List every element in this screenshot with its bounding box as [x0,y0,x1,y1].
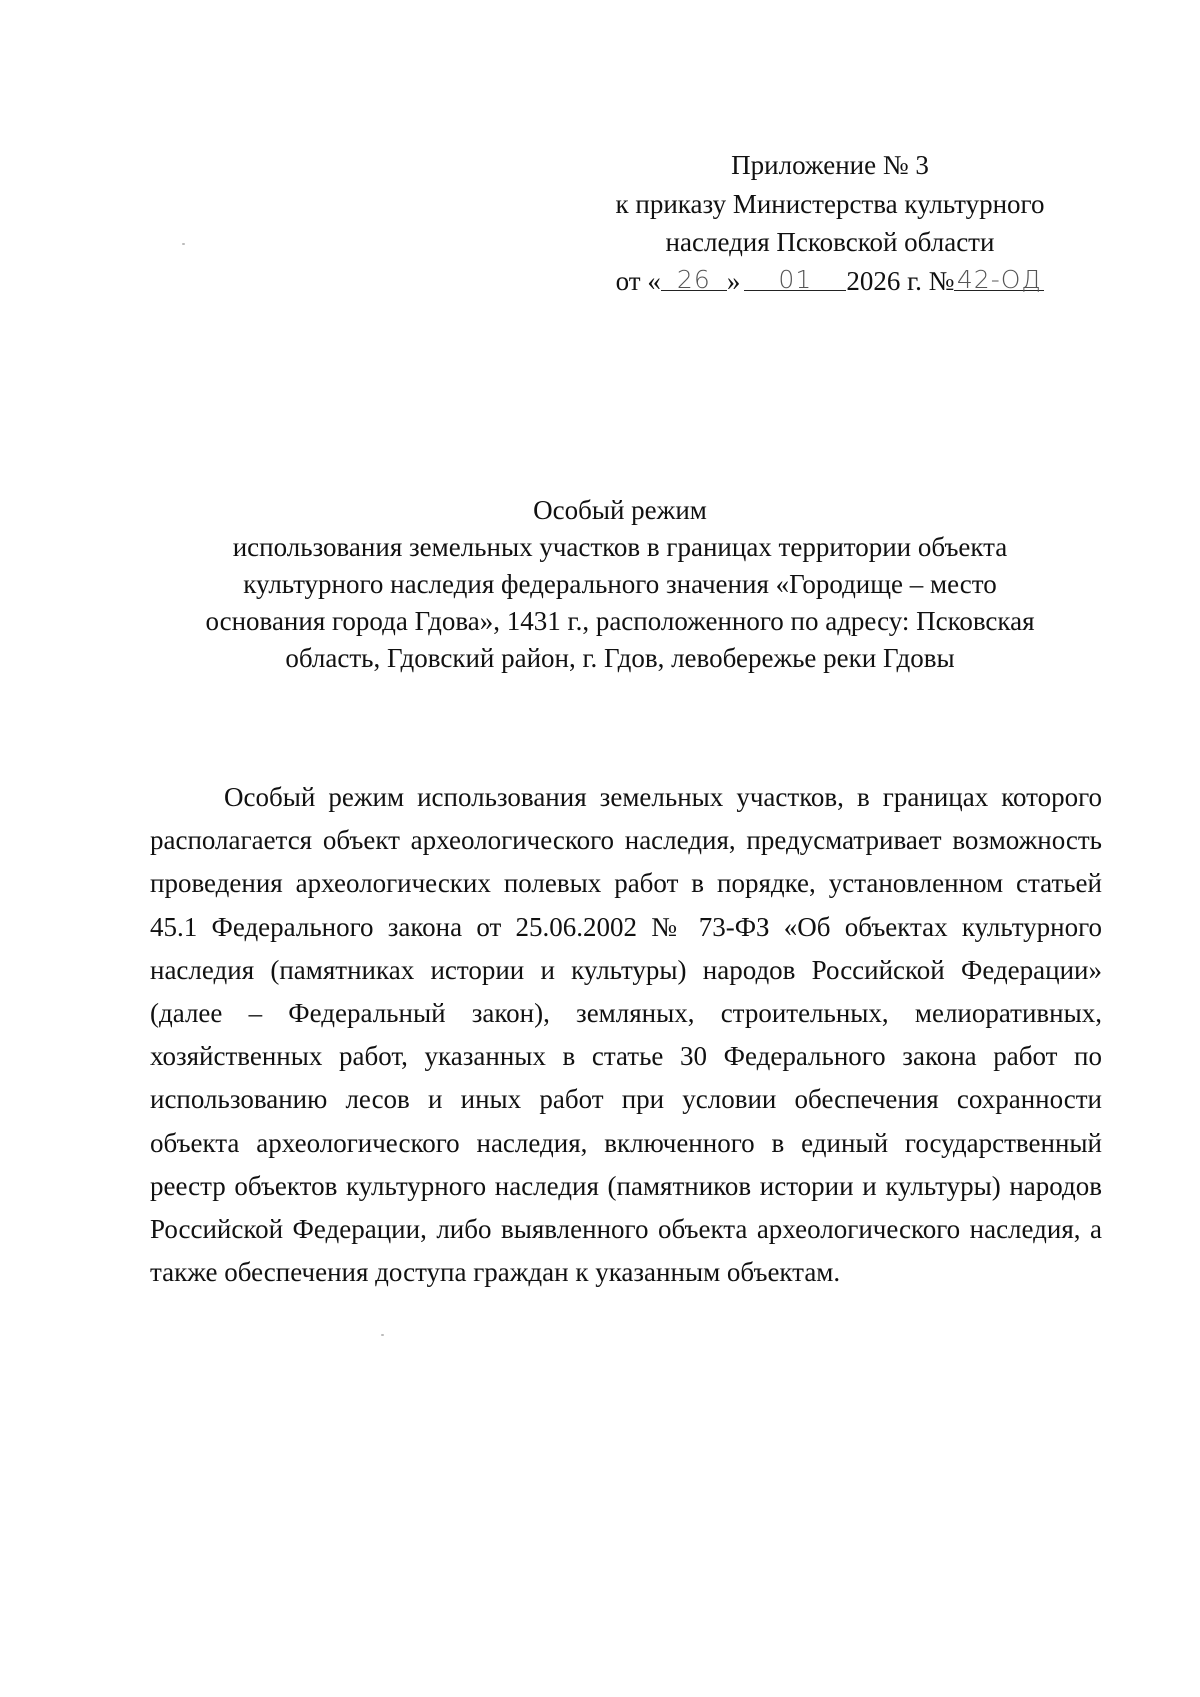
scan-speck [381,1334,384,1336]
year-text: 2026 г. № [846,265,955,296]
handwritten-day: 26 [676,264,711,294]
handwritten-order-number: 42-ОД [956,264,1042,294]
document-title [140,492,1100,677]
number-blank [954,262,1044,294]
date-mid: » [726,265,741,296]
title-line-4: основания города Гдова», 1431 г., расположенного по адресу: Псковская [205,606,1035,636]
day-blank [661,262,727,294]
title-line-5: область, Гдовский район, г. Гдов, левобережье реки Гдовы [285,643,955,673]
document-body [150,776,1102,1294]
scan-speck [182,243,185,245]
date-prefix: от « [615,265,661,296]
appendix-number: Приложение № 3 [731,150,929,180]
handwritten-month: 01 [778,264,813,294]
appendix-header [560,146,1100,300]
order-date-line [560,262,1100,301]
title-line-2: использования земельных участков в границах территории объекта [232,532,1008,562]
ministry-name: наследия Псковской области [665,227,995,257]
title-line-3: культурного наследия федерального значения «Городище – место [243,569,997,599]
body-paragraph: Особый режим использования земельных участков, в границах которого располагается объект археологического наследия, предусматривает возможность проведения археологических полевых работ в порядке, установленном статьей 45.1 Федерального закона от 25.06.2002 № 73-ФЗ «Об объектах культурного наследия (памятниках истории и культуры) народов Российской Федерации» (далее – Федеральный закон), земляных, строительных, мелиоративных, хозяйственных работ, указанных в статье 30 Федерального закона работ по использованию лесов и иных работ при условии обеспечения сохранности объекта археологического наследия, включенного в единый государственный реестр объектов культурного наследия (памятников истории и культуры) народов Российской Федерации, либо выявленного объекта археологического наследия, а также обеспечения доступа граждан к указанным объектам. [150,782,1102,1288]
title-line-1: Особый режим [533,495,707,525]
order-reference: к приказу Министерства культурного [615,188,1045,219]
month-blank [744,262,846,294]
